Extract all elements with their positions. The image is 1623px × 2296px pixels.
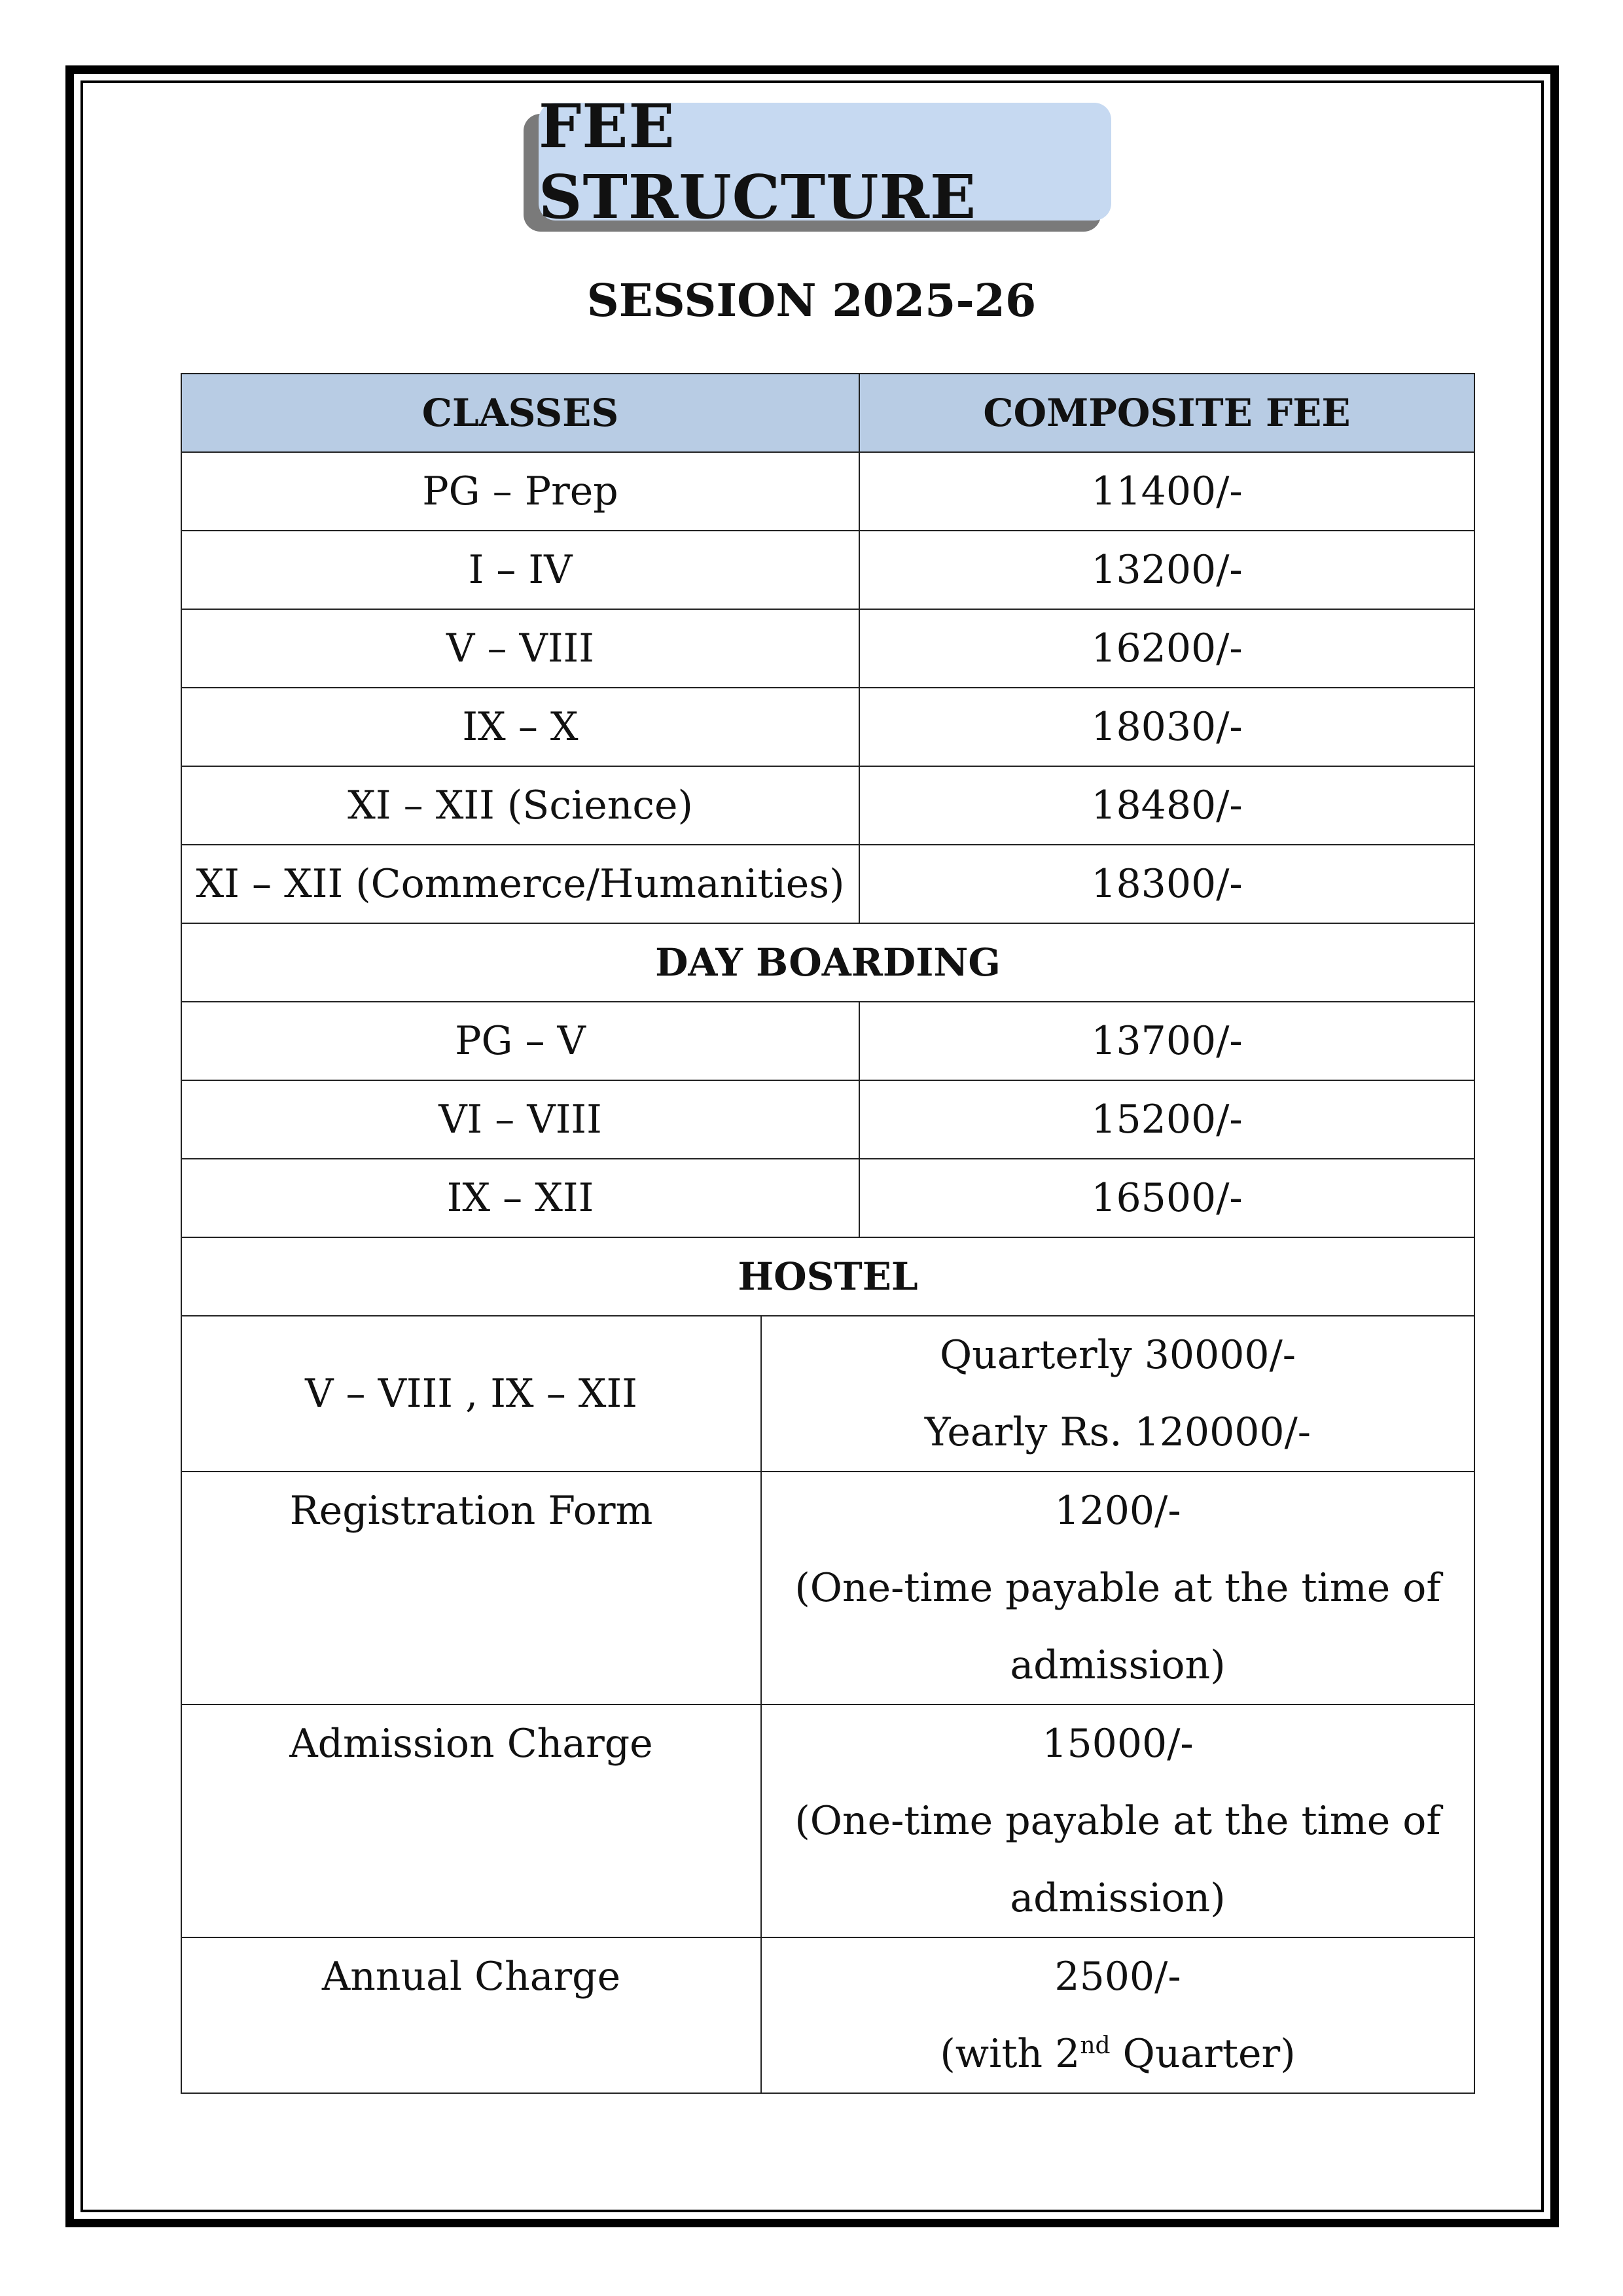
header-composite-fee: COMPOSITE FEE (859, 374, 1474, 452)
charge-amount: 2500/- (1054, 1954, 1181, 2000)
row-fee: 18030/- (859, 688, 1474, 766)
row-classes: IX – X (181, 688, 859, 766)
charge-label: Annual Charge (181, 1937, 761, 2093)
row-classes: VI – VIII (181, 1080, 859, 1159)
charge-note-suffix: Quarter) (1110, 2031, 1296, 2077)
row-classes: XI – XII (Commerce/Humanities) (181, 845, 859, 923)
ordinal-suffix: nd (1080, 2032, 1111, 2059)
table-row (181, 1002, 1474, 1080)
hostel-fees (761, 1316, 1474, 1472)
row-classes: XI – XII (Science) (181, 766, 859, 845)
row-classes: IX – XII (181, 1159, 859, 1237)
row-fee: 16500/- (859, 1159, 1474, 1237)
row-classes: PG – V (181, 1002, 859, 1080)
table-row (181, 452, 1474, 531)
charge-note: (One-time payable at the time of (794, 1798, 1441, 1844)
page-title: FEE STRUCTURE (539, 103, 1111, 221)
fee-table (181, 373, 1475, 2094)
row-fee: 11400/- (859, 452, 1474, 531)
table-row (181, 1159, 1474, 1237)
row-fee: 13200/- (859, 531, 1474, 609)
hostel-quarterly: Quarterly 30000/- (939, 1332, 1296, 1378)
charge-detail (761, 1704, 1474, 1937)
row-fee: 18480/- (859, 766, 1474, 845)
section-heading-hostel: HOSTEL (181, 1237, 1474, 1316)
charge-label: Registration Form (181, 1472, 761, 1704)
table-row (181, 688, 1474, 766)
charge-amount: 15000/- (1042, 1721, 1194, 1767)
charge-note: (One-time payable at the time of (794, 1565, 1441, 1611)
session-heading: SESSION 2025-26 (586, 275, 1037, 327)
charge-label: Admission Charge (181, 1704, 761, 1937)
row-fee: 18300/- (859, 845, 1474, 923)
table-row (181, 1080, 1474, 1159)
row-fee: 16200/- (859, 609, 1474, 688)
table-row (181, 531, 1474, 609)
charge-note: admission) (1010, 1642, 1226, 1688)
table-row-admission (181, 1704, 1474, 1937)
section-row-day-boarding (181, 923, 1474, 1002)
table-row-registration (181, 1472, 1474, 1704)
charge-note: admission) (1010, 1875, 1226, 1921)
table-row (181, 845, 1474, 923)
charge-note-prefix: (with 2 (940, 2031, 1080, 2077)
section-row-hostel (181, 1237, 1474, 1316)
charge-amount: 1200/- (1054, 1488, 1181, 1534)
charge-detail (761, 1472, 1474, 1704)
row-fee: 15200/- (859, 1080, 1474, 1159)
row-classes: V – VIII (181, 609, 859, 688)
row-classes: PG – Prep (181, 452, 859, 531)
charge-note (762, 2015, 1474, 2093)
section-heading-day-boarding: DAY BOARDING (181, 923, 1474, 1002)
table-header-row (181, 374, 1474, 452)
table-row (181, 766, 1474, 845)
row-classes: I – IV (181, 531, 859, 609)
table-row-hostel (181, 1316, 1474, 1472)
charge-detail (761, 1937, 1474, 2093)
table-row (181, 609, 1474, 688)
table-row-annual (181, 1937, 1474, 2093)
header-classes: CLASSES (181, 374, 859, 452)
row-fee: 13700/- (859, 1002, 1474, 1080)
hostel-classes: V – VIII , IX – XII (181, 1316, 761, 1472)
hostel-yearly: Yearly Rs. 120000/- (924, 1409, 1311, 1455)
